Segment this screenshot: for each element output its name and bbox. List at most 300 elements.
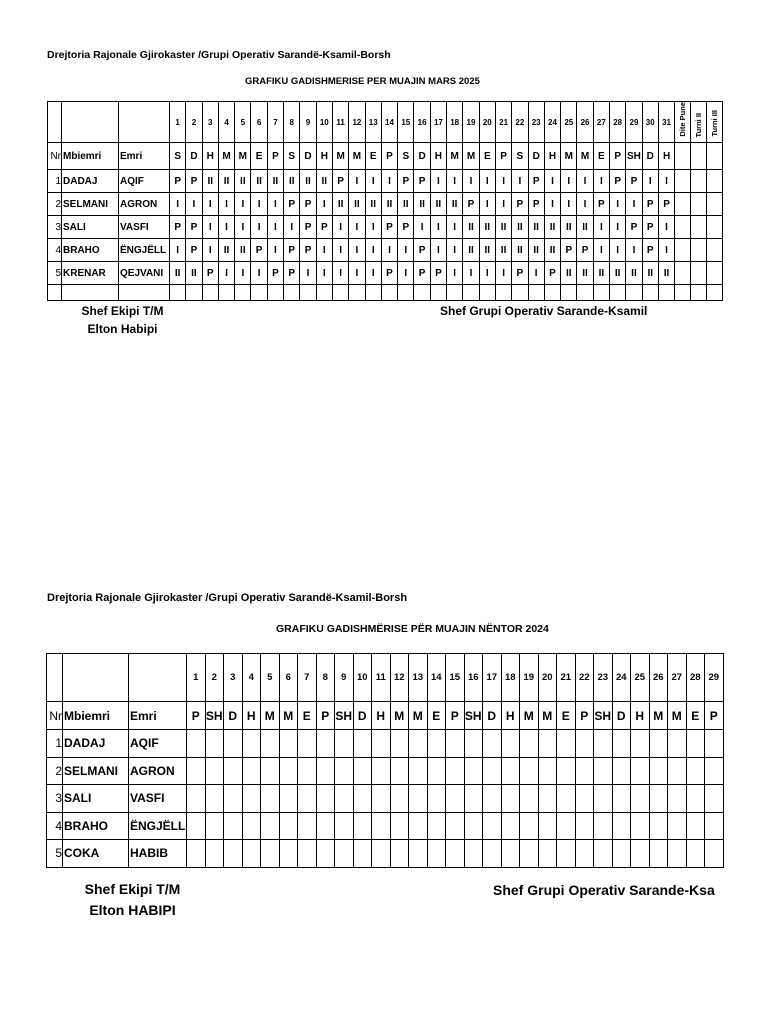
empty-cell: [610, 285, 626, 301]
shift-cell: I: [349, 216, 365, 239]
shift-cell: [446, 840, 465, 868]
empty-cell: [495, 285, 511, 301]
shift-cell: I: [447, 262, 463, 285]
extra-header: Turni II: [694, 112, 704, 137]
shift-cell: [631, 730, 650, 758]
empty-cell: [675, 170, 691, 193]
day-number: 12: [349, 102, 365, 143]
row-nr: 1: [48, 170, 62, 193]
shift-cell: [705, 757, 724, 785]
shift-cell: [316, 757, 335, 785]
shift-cell: [205, 840, 224, 868]
day-number: 7: [267, 102, 283, 143]
shift-cell: [557, 812, 576, 840]
shift-cell: [594, 785, 613, 813]
section1-sig-right-title: Shef Grupi Operativ Sarande-Ksamil: [440, 304, 648, 318]
shift-cell: P: [626, 216, 642, 239]
weekday-cell: D: [300, 143, 316, 170]
day-number: 3: [224, 654, 243, 702]
section1-sig-left-name: Elton Habipi: [87, 322, 158, 336]
empty-cell: [675, 239, 691, 262]
table-row: [48, 216, 723, 239]
shift-cell: I: [561, 193, 577, 216]
shift-cell: [372, 785, 391, 813]
row-mbiemri: DADAJ: [63, 730, 129, 758]
shift-cell: P: [512, 193, 528, 216]
shift-cell: I: [332, 239, 348, 262]
shift-cell: [335, 730, 354, 758]
row-emri: VASFI: [119, 216, 170, 239]
empty-cell: [707, 285, 723, 301]
weekday-cell: S: [512, 143, 528, 170]
empty-cell: [316, 285, 332, 301]
weekday-cell: D: [528, 143, 544, 170]
weekday-cell: M: [218, 143, 234, 170]
day-number: 17: [430, 102, 446, 143]
day-number: 16: [464, 654, 483, 702]
shift-cell: I: [365, 239, 381, 262]
shift-cell: [594, 757, 613, 785]
shift-cell: I: [202, 193, 218, 216]
shift-cell: II: [642, 262, 658, 285]
shift-cell: [261, 730, 280, 758]
shift-cell: II: [593, 262, 609, 285]
weekday-cell: E: [479, 143, 495, 170]
section2-title: GRAFIKU GADISHMËRISE PËR MUAJIN NËNTOR 2024: [276, 623, 549, 635]
shift-cell: [686, 840, 705, 868]
day-number: 28: [686, 654, 705, 702]
empty-cell: [675, 143, 691, 170]
weekday-cell: P: [446, 702, 465, 730]
shift-cell: [631, 812, 650, 840]
shift-cell: P: [284, 193, 300, 216]
shift-cell: II: [495, 239, 511, 262]
shift-cell: II: [186, 262, 202, 285]
empty-row: [48, 285, 723, 301]
day-number: 28: [610, 102, 626, 143]
row-mbiemri: SELMANI: [63, 757, 129, 785]
shift-cell: II: [610, 262, 626, 285]
shift-cell: [668, 785, 687, 813]
empty-cell: [691, 170, 707, 193]
empty-cell: [691, 239, 707, 262]
shift-cell: I: [349, 262, 365, 285]
empty-cell: [675, 285, 691, 301]
weekday-cell: D: [353, 702, 372, 730]
weekday-cell: H: [501, 702, 520, 730]
empty-cell: [62, 285, 119, 301]
shift-cell: I: [398, 239, 414, 262]
shift-cell: [501, 812, 520, 840]
shift-cell: [372, 757, 391, 785]
shift-cell: I: [218, 216, 234, 239]
shift-cell: [242, 730, 261, 758]
shift-cell: [686, 812, 705, 840]
col-header-mbiemri: Mbiemri: [63, 702, 129, 730]
shift-cell: [446, 757, 465, 785]
shift-cell: II: [218, 239, 234, 262]
day-number: 20: [538, 654, 557, 702]
shift-cell: [501, 785, 520, 813]
weekday-cell: P: [610, 143, 626, 170]
weekday-cell: H: [544, 143, 560, 170]
shift-cell: P: [544, 262, 560, 285]
weekday-cell: SH: [626, 143, 642, 170]
shift-cell: P: [300, 193, 316, 216]
empty-cell: [414, 285, 430, 301]
shift-cell: I: [267, 239, 283, 262]
day-number: 5: [235, 102, 251, 143]
shift-cell: I: [528, 262, 544, 285]
shift-cell: [316, 785, 335, 813]
shift-cell: [279, 812, 298, 840]
weekday-row: [48, 143, 723, 170]
weekday-cell: D: [642, 143, 658, 170]
shift-cell: II: [544, 216, 560, 239]
weekday-cell: M: [649, 702, 668, 730]
shift-cell: I: [577, 170, 593, 193]
shift-cell: P: [251, 239, 267, 262]
shift-cell: I: [218, 262, 234, 285]
shift-cell: [261, 785, 280, 813]
weekday-cell: M: [349, 143, 365, 170]
weekday-cell: H: [631, 702, 650, 730]
shift-cell: [242, 840, 261, 868]
shift-cell: I: [430, 216, 446, 239]
empty-cell: [430, 285, 446, 301]
shift-cell: I: [593, 239, 609, 262]
weekday-cell: SH: [335, 702, 354, 730]
table-row: [47, 757, 724, 785]
day-number: 12: [390, 654, 409, 702]
shift-cell: [427, 785, 446, 813]
weekday-cell: D: [612, 702, 631, 730]
shift-cell: I: [218, 193, 234, 216]
extra-header: Turni III: [710, 110, 720, 137]
shift-cell: II: [577, 216, 593, 239]
weekday-cell: E: [298, 702, 317, 730]
header-blank: [129, 654, 187, 702]
shift-cell: I: [381, 239, 397, 262]
shift-cell: [224, 730, 243, 758]
shift-cell: [557, 757, 576, 785]
shift-cell: [538, 757, 557, 785]
shift-cell: I: [365, 216, 381, 239]
row-emri: AGRON: [119, 193, 170, 216]
shift-cell: [705, 812, 724, 840]
shift-cell: [464, 757, 483, 785]
empty-cell: [447, 285, 463, 301]
shift-cell: I: [610, 239, 626, 262]
row-emri: AQIF: [129, 730, 187, 758]
shift-cell: P: [626, 170, 642, 193]
shift-cell: [538, 730, 557, 758]
row-nr: 3: [48, 216, 62, 239]
day-number: 24: [544, 102, 560, 143]
shift-cell: [705, 785, 724, 813]
shift-cell: [409, 730, 428, 758]
shift-cell: II: [170, 262, 186, 285]
empty-cell: [707, 239, 723, 262]
shift-cell: [187, 785, 206, 813]
shift-cell: I: [495, 170, 511, 193]
shift-cell: I: [447, 216, 463, 239]
weekday-cell: E: [593, 143, 609, 170]
shift-cell: [205, 785, 224, 813]
shift-cell: II: [267, 170, 283, 193]
weekday-cell: M: [447, 143, 463, 170]
row-mbiemri: COKA: [63, 840, 129, 868]
shift-cell: P: [202, 262, 218, 285]
weekday-cell: H: [372, 702, 391, 730]
empty-cell: [691, 193, 707, 216]
day-number: 6: [279, 654, 298, 702]
shift-cell: [372, 840, 391, 868]
day-number: 23: [594, 654, 613, 702]
empty-cell: [48, 285, 62, 301]
day-number: 31: [658, 102, 674, 143]
shift-cell: [279, 785, 298, 813]
shift-cell: II: [300, 170, 316, 193]
shift-cell: I: [251, 216, 267, 239]
empty-cell: [691, 143, 707, 170]
shift-cell: P: [577, 239, 593, 262]
shift-cell: [224, 757, 243, 785]
shift-cell: [538, 785, 557, 813]
shift-cell: [686, 785, 705, 813]
shift-cell: [279, 840, 298, 868]
shift-cell: [353, 840, 372, 868]
empty-cell: [691, 216, 707, 239]
shift-cell: P: [170, 170, 186, 193]
shift-cell: II: [479, 216, 495, 239]
shift-cell: I: [414, 216, 430, 239]
empty-cell: [267, 285, 283, 301]
weekday-cell: H: [202, 143, 218, 170]
shift-cell: I: [658, 216, 674, 239]
day-number: 16: [414, 102, 430, 143]
shift-cell: [705, 730, 724, 758]
shift-cell: [335, 785, 354, 813]
shift-cell: I: [447, 239, 463, 262]
shift-cell: I: [365, 262, 381, 285]
shift-cell: [390, 840, 409, 868]
shift-cell: I: [610, 193, 626, 216]
empty-cell: [544, 285, 560, 301]
shift-cell: II: [284, 170, 300, 193]
shift-cell: I: [561, 170, 577, 193]
empty-cell: [512, 285, 528, 301]
section1-sig-left-title: Shef Ekipi T/M: [81, 304, 164, 318]
shift-cell: [446, 730, 465, 758]
shift-cell: I: [398, 262, 414, 285]
shift-cell: II: [218, 170, 234, 193]
shift-cell: [612, 812, 631, 840]
shift-cell: P: [170, 216, 186, 239]
shift-cell: I: [251, 262, 267, 285]
shift-cell: [205, 757, 224, 785]
shift-cell: II: [479, 239, 495, 262]
shift-cell: P: [463, 193, 479, 216]
shift-cell: [501, 757, 520, 785]
shift-cell: I: [642, 170, 658, 193]
shift-cell: [427, 840, 446, 868]
shift-cell: [612, 840, 631, 868]
weekday-cell: M: [668, 702, 687, 730]
empty-cell: [218, 285, 234, 301]
shift-cell: P: [186, 239, 202, 262]
shift-cell: I: [332, 262, 348, 285]
shift-cell: [242, 785, 261, 813]
empty-cell: [691, 262, 707, 285]
shift-cell: P: [332, 170, 348, 193]
empty-cell: [626, 285, 642, 301]
shift-cell: P: [414, 239, 430, 262]
shift-cell: [298, 757, 317, 785]
shift-cell: [668, 840, 687, 868]
weekday-cell: P: [705, 702, 724, 730]
shift-cell: [353, 785, 372, 813]
shift-cell: [353, 757, 372, 785]
shift-cell: I: [658, 170, 674, 193]
extra-header-cell: [691, 102, 707, 143]
shift-cell: [575, 812, 594, 840]
shift-cell: II: [512, 239, 528, 262]
empty-cell: [284, 285, 300, 301]
shift-cell: [483, 757, 502, 785]
weekday-cell: E: [365, 143, 381, 170]
empty-cell: [463, 285, 479, 301]
shift-cell: [649, 840, 668, 868]
shift-cell: [612, 785, 631, 813]
shift-cell: [464, 812, 483, 840]
empty-cell: [707, 262, 723, 285]
shift-cell: [520, 812, 539, 840]
weekday-cell: S: [284, 143, 300, 170]
shift-cell: I: [365, 170, 381, 193]
shift-cell: P: [284, 262, 300, 285]
empty-cell: [479, 285, 495, 301]
day-number: 1: [187, 654, 206, 702]
shift-cell: II: [561, 216, 577, 239]
shift-cell: [668, 730, 687, 758]
row-mbiemri: SALI: [62, 216, 119, 239]
shift-cell: [612, 757, 631, 785]
shift-cell: I: [430, 170, 446, 193]
shift-cell: [372, 812, 391, 840]
row-emri: AGRON: [129, 757, 187, 785]
shift-cell: [446, 785, 465, 813]
shift-cell: I: [495, 193, 511, 216]
col-header-emri: Emri: [119, 143, 170, 170]
weekday-cell: P: [575, 702, 594, 730]
shift-cell: I: [577, 193, 593, 216]
day-number: 19: [520, 654, 539, 702]
shift-cell: [557, 785, 576, 813]
shift-cell: [224, 785, 243, 813]
col-header-nr: Nr: [47, 702, 63, 730]
table-row: [48, 170, 723, 193]
weekday-cell: H: [430, 143, 446, 170]
day-number: 15: [446, 654, 465, 702]
shift-cell: [335, 757, 354, 785]
empty-cell: [642, 285, 658, 301]
shift-cell: [668, 812, 687, 840]
shift-cell: [224, 840, 243, 868]
shift-cell: I: [544, 193, 560, 216]
empty-cell: [186, 285, 202, 301]
shift-cell: [705, 840, 724, 868]
shift-cell: II: [202, 170, 218, 193]
empty-cell: [202, 285, 218, 301]
shift-cell: II: [447, 193, 463, 216]
shift-cell: I: [658, 239, 674, 262]
day-number: 13: [409, 654, 428, 702]
day-number: 23: [528, 102, 544, 143]
extra-header: Dite Pune: [678, 102, 688, 137]
shift-cell: [446, 812, 465, 840]
weekday-cell: M: [261, 702, 280, 730]
shift-cell: [686, 757, 705, 785]
weekday-cell: SH: [205, 702, 224, 730]
shift-cell: [575, 730, 594, 758]
shift-cell: I: [170, 239, 186, 262]
shift-cell: [427, 812, 446, 840]
shift-cell: [409, 757, 428, 785]
shift-cell: [335, 840, 354, 868]
day-number: 15: [398, 102, 414, 143]
day-number: 24: [612, 654, 631, 702]
weekday-cell: SH: [464, 702, 483, 730]
col-header-emri: Emri: [129, 702, 187, 730]
shift-cell: [205, 730, 224, 758]
shift-cell: II: [658, 262, 674, 285]
weekday-cell: M: [538, 702, 557, 730]
day-number: 20: [479, 102, 495, 143]
shift-cell: [390, 785, 409, 813]
weekday-cell: M: [390, 702, 409, 730]
empty-cell: [349, 285, 365, 301]
row-emri: ËNGJËLL: [129, 812, 187, 840]
row-mbiemri: KRENAR: [62, 262, 119, 285]
shift-cell: [612, 730, 631, 758]
shift-cell: II: [332, 193, 348, 216]
shift-cell: II: [365, 193, 381, 216]
shift-cell: II: [316, 170, 332, 193]
table-row: [48, 262, 723, 285]
shift-cell: I: [593, 170, 609, 193]
shift-cell: [594, 840, 613, 868]
row-emri: QEJVANI: [119, 262, 170, 285]
shift-cell: [557, 730, 576, 758]
shift-cell: [427, 757, 446, 785]
extra-header-cell: [707, 102, 723, 143]
empty-cell: [300, 285, 316, 301]
day-number: 8: [284, 102, 300, 143]
shift-cell: P: [381, 216, 397, 239]
shift-cell: II: [495, 216, 511, 239]
day-number: 2: [186, 102, 202, 143]
row-nr: 5: [47, 840, 63, 868]
shift-cell: I: [186, 193, 202, 216]
empty-cell: [577, 285, 593, 301]
header-blank: [63, 654, 129, 702]
row-nr: 1: [47, 730, 63, 758]
day-number: 17: [483, 654, 502, 702]
shift-cell: [686, 730, 705, 758]
shift-cell: II: [626, 262, 642, 285]
weekday-cell: M: [577, 143, 593, 170]
